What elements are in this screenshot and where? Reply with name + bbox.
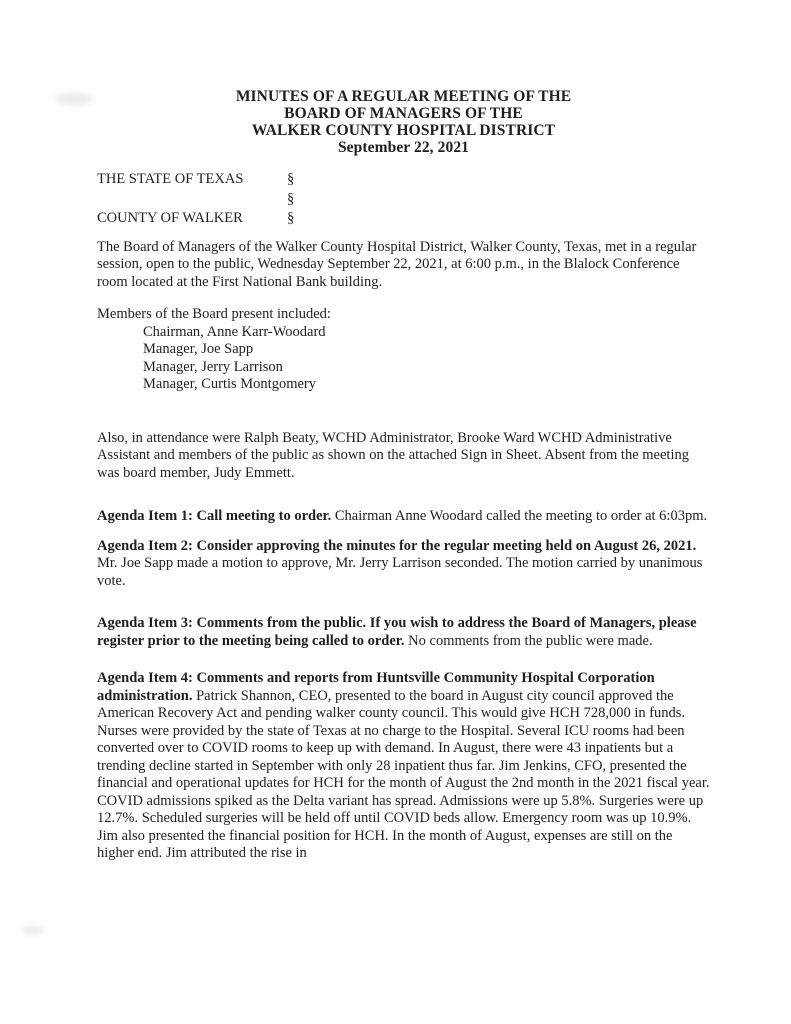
intro-paragraph: The Board of Managers of the Walker County Hospital District, Walker County, Texas, met in a regular session, open to the public, Wednesday September 22, 2021, at 6:00 p.m., in the Blalock Conference room located at the First National Bank building. (97, 238, 697, 290)
venue-blank-label (97, 190, 287, 210)
agenda-item-2-heading: Agenda Item 2: Consider approving the minutes for the regular meeting held on August 26, 2021. (97, 537, 697, 554)
agenda-item-4-heading: Agenda Item 4: Comments and reports from Huntsville Community Hospital Corporation administration. (97, 670, 655, 704)
title-line-2: BOARD OF MANAGERS OF THE (284, 105, 523, 122)
document-title-block (97, 88, 710, 156)
members-block (97, 306, 710, 394)
member-manager-3: Manager, Curtis Montgomery (143, 376, 316, 392)
member-chairman: Chairman, Anne Karr-Woodard (143, 323, 326, 340)
member-manager-2: Manager, Jerry Larrison (143, 358, 283, 375)
title-line-3: WALKER COUNTY HOSPITAL DISTRICT (251, 122, 556, 139)
agenda-item-1-heading: Agenda Item 1: Call meeting to order. (97, 508, 332, 524)
state-county-block (97, 170, 710, 229)
title-line-date: September 22, 2021 (337, 139, 470, 156)
section-symbol: § (287, 190, 295, 207)
venue-row-state (97, 170, 710, 190)
agenda-item-2 (97, 538, 710, 591)
member-manager-1: Manager, Joe Sapp (143, 341, 254, 357)
attendance-paragraph: Also, in attendance were Ralph Beaty, WCHD Administrator, Brooke Ward WCHD Administrative Assistant and members of the public as shown on the attached Sign in Sheet. Absent from the meeting was board member, Judy Emmett. (97, 429, 689, 481)
agenda-item-2-body: Mr. Joe Sapp made a motion to approve, Mr. Jerry Larrison seconded. The motion carried by unanimous vote. (97, 555, 703, 589)
agenda-item-1 (97, 508, 710, 526)
county-label: COUNTY OF WALKER (97, 210, 243, 226)
scan-smudge-bottom (22, 926, 44, 934)
members-heading: Members of the Board present included: (97, 306, 331, 322)
agenda-item-3-heading: Agenda Item 3: Comments from the public. If you wish to address the Board of Managers, please register prior to the meeting being called to order. (97, 615, 697, 649)
venue-row-middle (97, 190, 710, 210)
agenda-item-4 (97, 670, 710, 863)
agenda-item-1-body: Chairman Anne Woodard called the meeting to order at 6:03pm. (331, 508, 708, 524)
agenda-item-3 (97, 615, 710, 650)
scan-smudge-top (55, 93, 93, 105)
section-symbol: § (287, 171, 295, 187)
section-symbol: § (287, 210, 295, 226)
agenda-item-3-body: No comments from the public were made. (404, 632, 653, 649)
title-line-1: MINUTES OF A REGULAR MEETING OF THE (235, 88, 572, 105)
venue-row-county (97, 209, 710, 229)
agenda-item-4-body: Patrick Shannon, CEO, presented to the board in August city council approved the American Recovery Act and pending walker county council. This would give HCH 728,000 in funds. Nurses were provided by the state of Texas at no charge to the Hospital. Several ICU rooms had been converted over to COVID rooms to keep up with demand. In August, there were 43 inpatients but a trending decline started in September with only 28 inpatient thus far. Jim Jenkins, CFO, presented the financial and operational updates for HCH for the month of August the 2nd month in the 2021 fiscal year. COVID admissions spiked as the Delta variant has spread. Admissions were up 5.8%. Surgeries were up 12.7%. Scheduled surgeries will be held off until COVID beds allow. Emergency room was up 10.9%. Jim also presented the financial position for HCH. In the month of August, expenses are still on the higher end. Jim attributed the rise in (97, 687, 710, 861)
state-label: THE STATE OF TEXAS (97, 171, 244, 187)
